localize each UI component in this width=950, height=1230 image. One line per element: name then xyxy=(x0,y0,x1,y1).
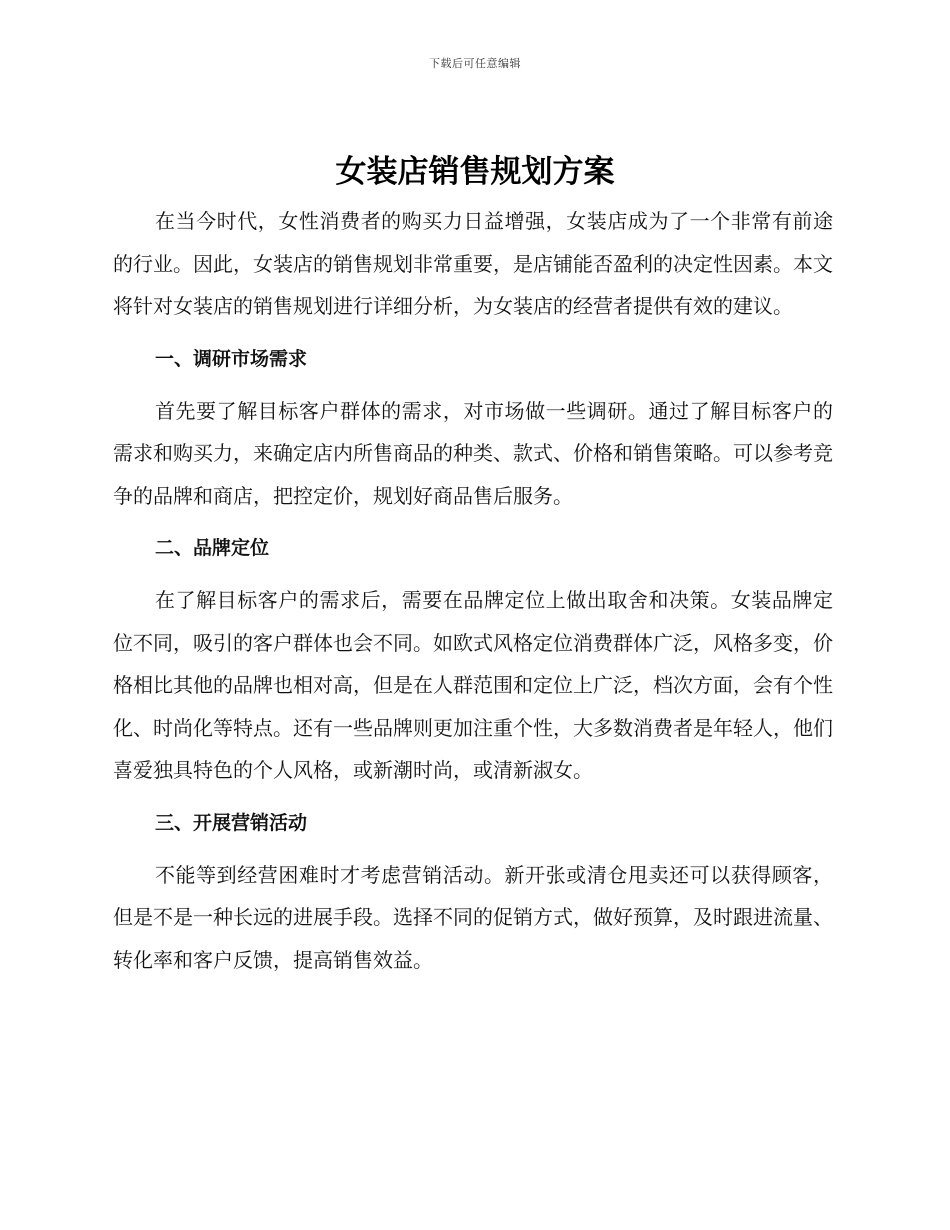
intro-paragraph: 在当今时代，女性消费者的购买力日益增强，女装店成为了一个非常有前途的行业。因此，女装店的销售规划非常重要，是店铺能否盈利的决定性因素。本文将针对女装店的销售规划进行详细分析，为女装店的经营者提供有效的建议。 xyxy=(113,209,833,318)
section-body-2: 在了解目标客户的需求后，需要在品牌定位上做出取舍和决策。女装品牌定位不同，吸引的客户群体也会不同。如欧式风格定位消费群体广泛，风格多变，价格相比其他的品牌也相对高，但是在人群范围和定位上广泛，档次方面，会有个性化、时尚化等特点。还有一些品牌则更加注重个性，大多数消费者是年轻人，他们喜爱独具特色的个人风格，或新潮时尚，或清新淑女。 xyxy=(113,588,833,782)
header-note: 下载后可任意编辑 xyxy=(429,57,521,70)
section-heading-3: 三、开展营销活动 xyxy=(155,811,308,834)
section-heading-1: 一、调研市场需求 xyxy=(155,347,308,370)
section-body-3: 不能等到经营困难时才考虑营销活动。新开张或清仓甩卖还可以获得顾客，但是不是一种长远的进展手段。选择不同的促销方式，做好预算，及时跟进流量、转化率和客户反馈，提高销售效益。 xyxy=(113,862,833,972)
section-body-1: 首先要了解目标客户群体的需求，对市场做一些调研。通过了解目标客户的需求和购买力，来确定店内所售商品的种类、款式、价格和销售策略。可以参考竞争的品牌和商店，把控定价，规划好商品售后服务。 xyxy=(113,398,833,508)
document-title: 女装店销售规划方案 xyxy=(335,154,615,190)
document-body xyxy=(113,200,833,981)
section-heading-2: 二、品牌定位 xyxy=(155,537,270,559)
